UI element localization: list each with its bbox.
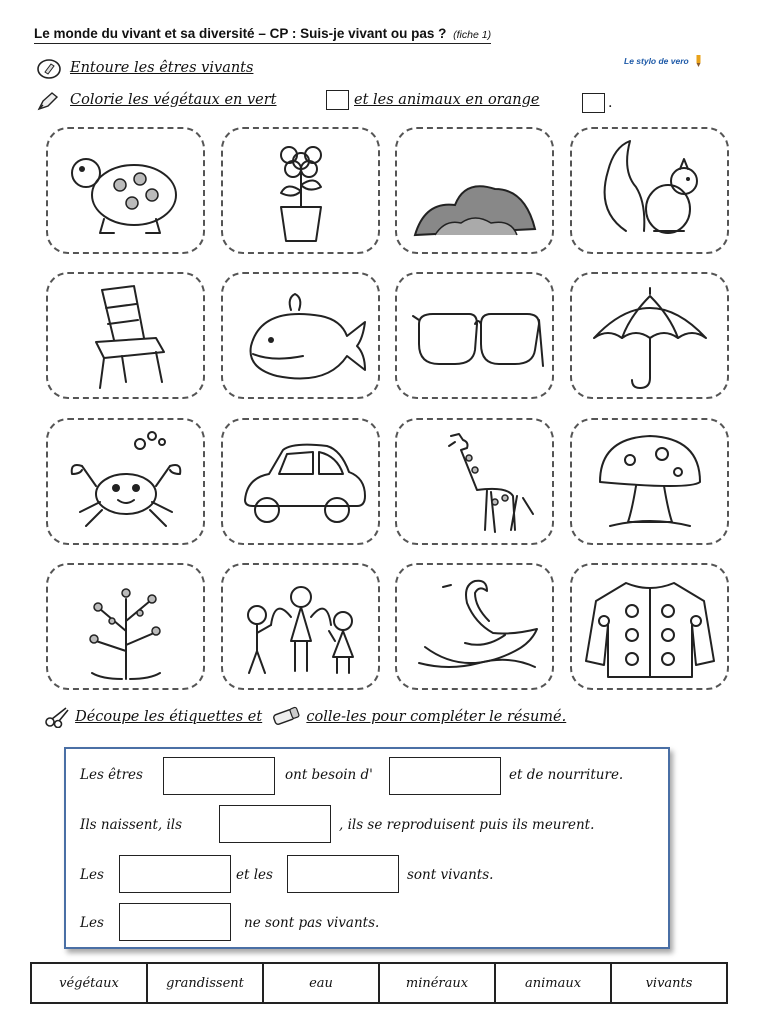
summary-l1a: Les êtres: [80, 767, 143, 783]
instruction-glue: colle-les pour compléter le résumé.: [306, 709, 567, 725]
instruction-color: Colorie les végétaux en vert: [70, 92, 277, 108]
image-card[interactable]: [395, 272, 554, 399]
image-card[interactable]: [570, 563, 729, 690]
instruction-period: .: [608, 95, 613, 111]
children-icon: [231, 571, 371, 683]
image-card[interactable]: [395, 418, 554, 545]
blank-2[interactable]: [389, 757, 501, 795]
image-card[interactable]: [221, 272, 380, 399]
cut-glue-instruction: [44, 706, 566, 728]
summary-l1c: et de nourriture.: [509, 767, 624, 783]
scissors-icon: [44, 706, 70, 728]
cutout-labels: [30, 962, 728, 1004]
image-card[interactable]: [395, 127, 554, 254]
image-card[interactable]: [570, 418, 729, 545]
label-vegetaux[interactable]: végétaux: [32, 964, 148, 1002]
image-card[interactable]: [46, 563, 205, 690]
blank-4[interactable]: [119, 855, 231, 893]
blank-1[interactable]: [163, 757, 275, 795]
image-card[interactable]: [46, 272, 205, 399]
green-color-box[interactable]: [326, 90, 349, 110]
image-card[interactable]: [46, 127, 205, 254]
summary-l2b: , ils se reproduisent puis ils meurent.: [339, 817, 595, 833]
label-animaux[interactable]: animaux: [496, 964, 612, 1002]
summary-l4b: ne sont pas vivants.: [244, 915, 380, 931]
title-text: Le monde du vivant et sa diversité – CP : Suis-je vivant ou pas ?: [34, 26, 447, 41]
umbrella-icon: [580, 280, 720, 392]
image-card[interactable]: [570, 127, 729, 254]
chair-icon: [56, 280, 196, 392]
mushroom-icon: [580, 426, 720, 538]
tree-icon: [56, 571, 196, 683]
summary-l3c: sont vivants.: [407, 867, 494, 883]
summary-l4a: Les: [80, 915, 104, 931]
image-card[interactable]: [395, 563, 554, 690]
pencil-icon: [695, 55, 702, 67]
blank-3[interactable]: [219, 805, 331, 843]
image-card[interactable]: [46, 418, 205, 545]
circle-hand-icon: [36, 58, 62, 80]
summary-l2a: Ils naissent, ils: [80, 817, 183, 833]
page-title: [34, 26, 491, 44]
blank-6[interactable]: [119, 903, 231, 941]
turtle-icon: [56, 135, 196, 247]
potted-flower-icon: [231, 135, 371, 247]
label-vivants[interactable]: vivants: [612, 964, 726, 1002]
fiche-number: (fiche 1): [453, 29, 492, 41]
rocks-icon: [405, 135, 545, 247]
summary-box: [64, 747, 670, 949]
glue-stick-icon: [271, 706, 301, 728]
label-grandissent[interactable]: grandissent: [148, 964, 264, 1002]
instruction-color-animals: et les animaux en orange: [354, 92, 540, 108]
orange-color-box[interactable]: [582, 93, 605, 113]
car-icon: [231, 426, 371, 538]
summary-l3b: et les: [236, 867, 273, 883]
swan-icon: [405, 571, 545, 683]
summary-l1b: ont besoin d': [285, 767, 373, 783]
instruction-circle: Entoure les êtres vivants: [70, 60, 254, 76]
image-card[interactable]: [221, 127, 380, 254]
jacket-icon: [580, 571, 720, 683]
instruction-cut: Découpe les étiquettes et: [75, 709, 263, 725]
glasses-icon: [405, 280, 545, 392]
pencil-hand-icon: [36, 90, 62, 112]
label-mineraux[interactable]: minéraux: [380, 964, 496, 1002]
crab-icon: [56, 426, 196, 538]
brand-text: Le stylo de vero: [624, 56, 689, 66]
whale-icon: [231, 280, 371, 392]
image-card[interactable]: [570, 272, 729, 399]
squirrel-icon: [580, 135, 720, 247]
image-card[interactable]: [221, 418, 380, 545]
label-eau[interactable]: eau: [264, 964, 380, 1002]
image-card[interactable]: [221, 563, 380, 690]
giraffe-icon: [405, 426, 545, 538]
summary-l3a: Les: [80, 867, 104, 883]
blank-5[interactable]: [287, 855, 399, 893]
brand-logo: [624, 55, 702, 67]
